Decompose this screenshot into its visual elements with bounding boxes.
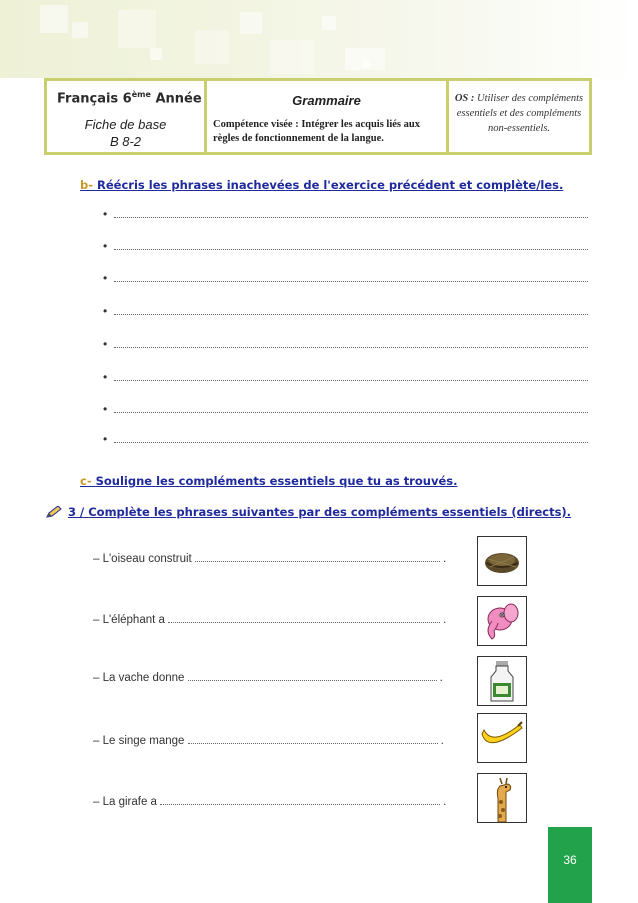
bullet: • (103, 239, 108, 253)
dotted-line (114, 249, 588, 250)
answer-line[interactable] (103, 337, 588, 351)
bullet: • (103, 337, 108, 351)
answer-line[interactable] (103, 271, 588, 285)
topic-title: Grammaire (292, 93, 361, 108)
dotted-line (114, 314, 588, 315)
decorative-banner (0, 0, 638, 78)
bullet: • (103, 271, 108, 285)
dotted-line (114, 412, 588, 413)
answer-line[interactable] (103, 207, 588, 221)
elephant-icon (477, 596, 527, 646)
banana-icon (477, 713, 527, 763)
sentence-1: – L'oiseau construit . (93, 553, 447, 565)
dotted-line (114, 281, 588, 282)
sentence-3: – La vache donne . (93, 672, 443, 684)
answer-blank[interactable] (188, 671, 437, 681)
sheet-code: B 8-2 (109, 134, 142, 149)
answer-line[interactable] (103, 239, 588, 253)
sentence-4: – Le singe mange . (93, 735, 444, 747)
dotted-line (114, 380, 588, 381)
subject-title: Français 6ème Année (57, 90, 202, 107)
answer-blank[interactable] (160, 795, 440, 805)
dotted-line (114, 217, 588, 218)
subject-cell (47, 81, 207, 152)
page-number-tab (548, 827, 592, 903)
bullet: • (103, 207, 108, 221)
exercise-c-title: c- Souligne les compléments essentiels que tu as trouvés. (80, 474, 458, 488)
competence-text: Compétence visée : Intégrer les acquis liés aux règles de fonctionnement de la langue. (213, 119, 420, 144)
bullet: • (103, 304, 108, 318)
sentence-5: – La girafe a . (93, 796, 447, 808)
answer-line[interactable] (103, 402, 588, 416)
dotted-line (114, 347, 588, 348)
page-number: 36 (563, 853, 577, 867)
nest-icon (477, 536, 527, 586)
bullet: • (103, 370, 108, 384)
answer-line[interactable] (103, 304, 588, 318)
sentence-2: – L'éléphant a . (93, 614, 447, 626)
objective-text: OS : Utiliser des compléments essentiels et des compléments non-essentiels. (454, 93, 584, 134)
answer-line[interactable] (103, 432, 588, 446)
topic-cell (207, 81, 449, 152)
giraffe-icon (477, 773, 527, 823)
bullet: • (103, 432, 108, 446)
dotted-line (114, 442, 588, 443)
sheet-type: Fiche de base (84, 117, 167, 132)
answer-blank[interactable] (195, 552, 440, 562)
answer-blank[interactable] (168, 613, 440, 623)
pencil-icon (46, 506, 62, 518)
answer-blank[interactable] (188, 734, 438, 744)
exercise-b-title: b- Réécris les phrases inachevées de l'exercice précédent et complète/les. (80, 178, 564, 192)
bullet: • (103, 402, 108, 416)
milk-bottle-icon (477, 656, 527, 706)
objective-cell (449, 81, 589, 152)
exercise-3-title: 3 / Complète les phrases suivantes par des compléments essentiels (directs). (68, 505, 572, 519)
answer-line[interactable] (103, 370, 588, 384)
header-table (44, 78, 592, 155)
